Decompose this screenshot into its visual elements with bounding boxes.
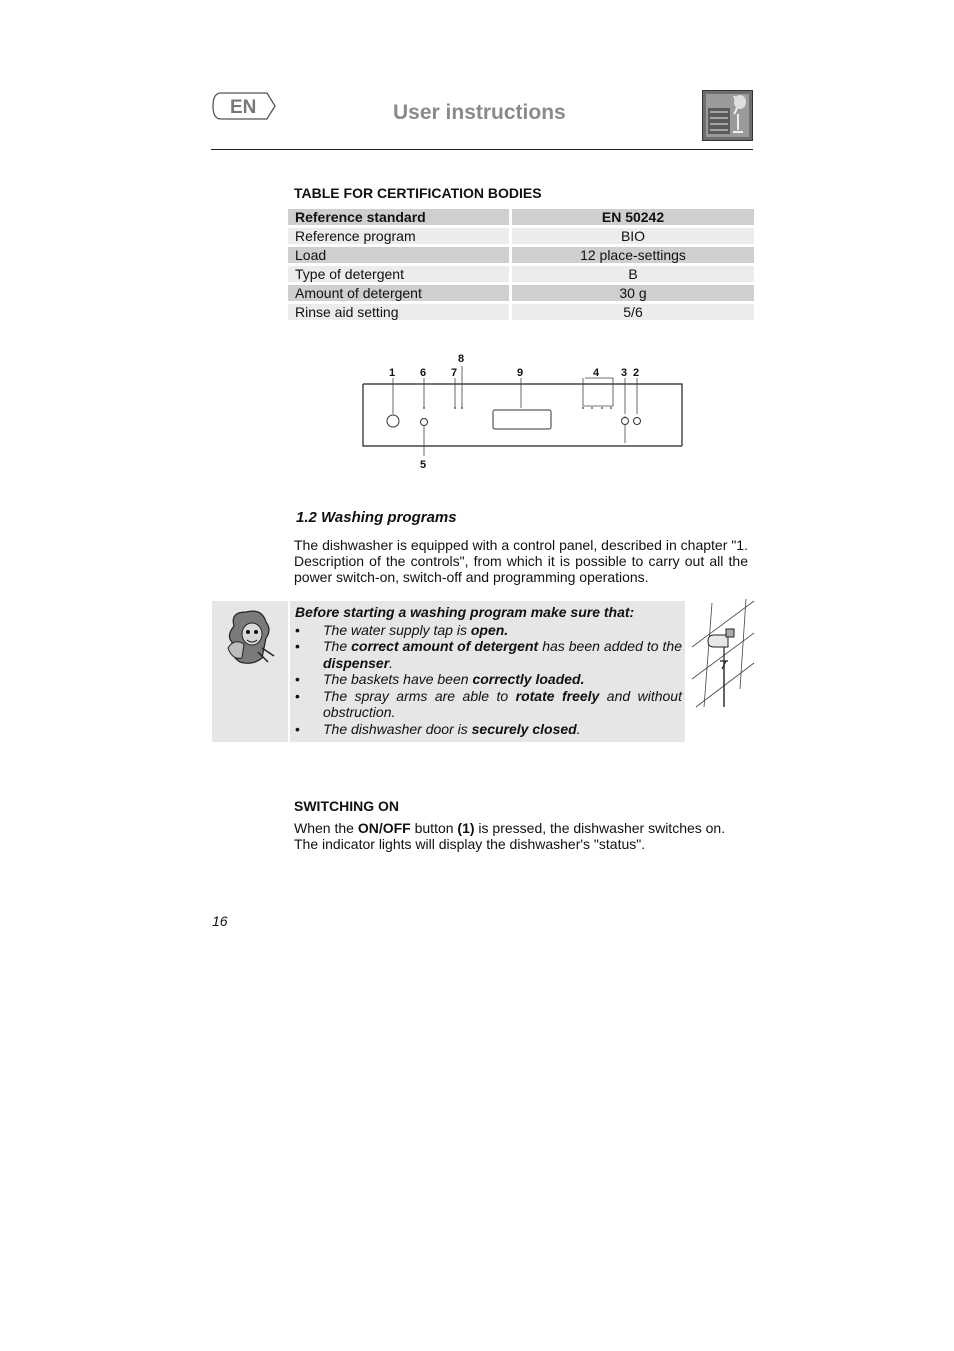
- table-row: [288, 209, 754, 225]
- table-row: [288, 247, 754, 263]
- table-cell-value: 5/6: [509, 304, 754, 320]
- list-item: • The spray arms are able to rotate freely and without obstruction.: [295, 687, 682, 720]
- control-panel-diagram: [355, 348, 685, 476]
- list-item: • The water supply tap is open.: [295, 621, 509, 638]
- warning-lead: Before starting a washing program make sure that:: [295, 604, 635, 620]
- diagram-label: 2: [633, 367, 640, 379]
- button-3-shape: [622, 418, 629, 425]
- cert-table-title: TABLE FOR CERTIFICATION BODIES: [294, 185, 542, 201]
- switching-on-line: The indicator lights will display the dishwasher's "status".: [294, 836, 646, 852]
- display-shape: [493, 410, 551, 429]
- bullet: •: [295, 621, 300, 638]
- table-row: [288, 266, 754, 282]
- language-badge-text: EN: [230, 97, 257, 118]
- section-paragraph: The dishwasher is equipped with a control panel, described in chapter "1. Description of the controls", from which it is possible to carry out all the power switch-on, switch-off and programming operations.: [294, 537, 748, 585]
- table-cell-key: Load: [288, 247, 509, 263]
- diagram-label: 4: [593, 367, 600, 379]
- table-cell-key: Rinse aid setting: [288, 304, 509, 320]
- cartoon-character-icon: [222, 608, 276, 668]
- section-title: 1.2 Washing programs: [296, 509, 457, 526]
- table-cell-key: Amount of detergent: [288, 285, 509, 301]
- table-row: [288, 285, 754, 301]
- diagram-label: 7: [451, 367, 458, 379]
- diagram-label: 8: [458, 353, 465, 365]
- diagram-label: 5: [420, 459, 427, 471]
- diagram-label: 9: [517, 367, 524, 379]
- switching-on-line: When the ON/OFF button (1) is pressed, the dishwasher switches on.: [294, 820, 726, 836]
- button-5-shape: [421, 419, 428, 426]
- diagram-label: 6: [420, 367, 427, 379]
- page-title: User instructions: [393, 101, 566, 124]
- warning-content: [295, 604, 682, 737]
- cert-table: [288, 206, 754, 323]
- table-cell-value: BIO: [509, 228, 754, 244]
- list-item: • The baskets have been correctly loaded.: [295, 671, 585, 687]
- table-cell-value: 30 g: [509, 285, 754, 301]
- on-off-button-shape: [387, 415, 399, 427]
- water-tap-icon: [690, 599, 756, 711]
- table-cell-value: 12 place-settings: [509, 247, 754, 263]
- table-cell-key: Reference standard: [288, 209, 509, 225]
- list-item: • The correct amount of detergent has been added to the dispenser.: [295, 638, 683, 671]
- table-row: [288, 228, 754, 244]
- switching-on-text: [294, 820, 754, 852]
- header-divider: [211, 149, 753, 150]
- list-item: • The dishwasher door is securely closed.: [295, 720, 581, 737]
- table-cell-value: B: [509, 266, 754, 282]
- page-number: 16: [212, 913, 228, 929]
- switching-on-title: SWITCHING ON: [294, 798, 399, 814]
- table-cell-key: Type of detergent: [288, 266, 509, 282]
- bullet: •: [295, 671, 300, 687]
- warning-list: [295, 622, 682, 738]
- table-cell-key: Reference program: [288, 228, 509, 244]
- button-2-shape: [634, 418, 641, 425]
- bullet: •: [295, 687, 300, 704]
- diagram-label: 1: [389, 367, 396, 379]
- bullet: •: [295, 720, 300, 737]
- diagram-label: 3: [621, 367, 628, 379]
- bullet: •: [295, 638, 300, 654]
- language-badge: [211, 90, 277, 122]
- table-row: [288, 304, 754, 320]
- table-cell-value: EN 50242: [509, 209, 754, 225]
- dishwasher-icon: [702, 90, 753, 141]
